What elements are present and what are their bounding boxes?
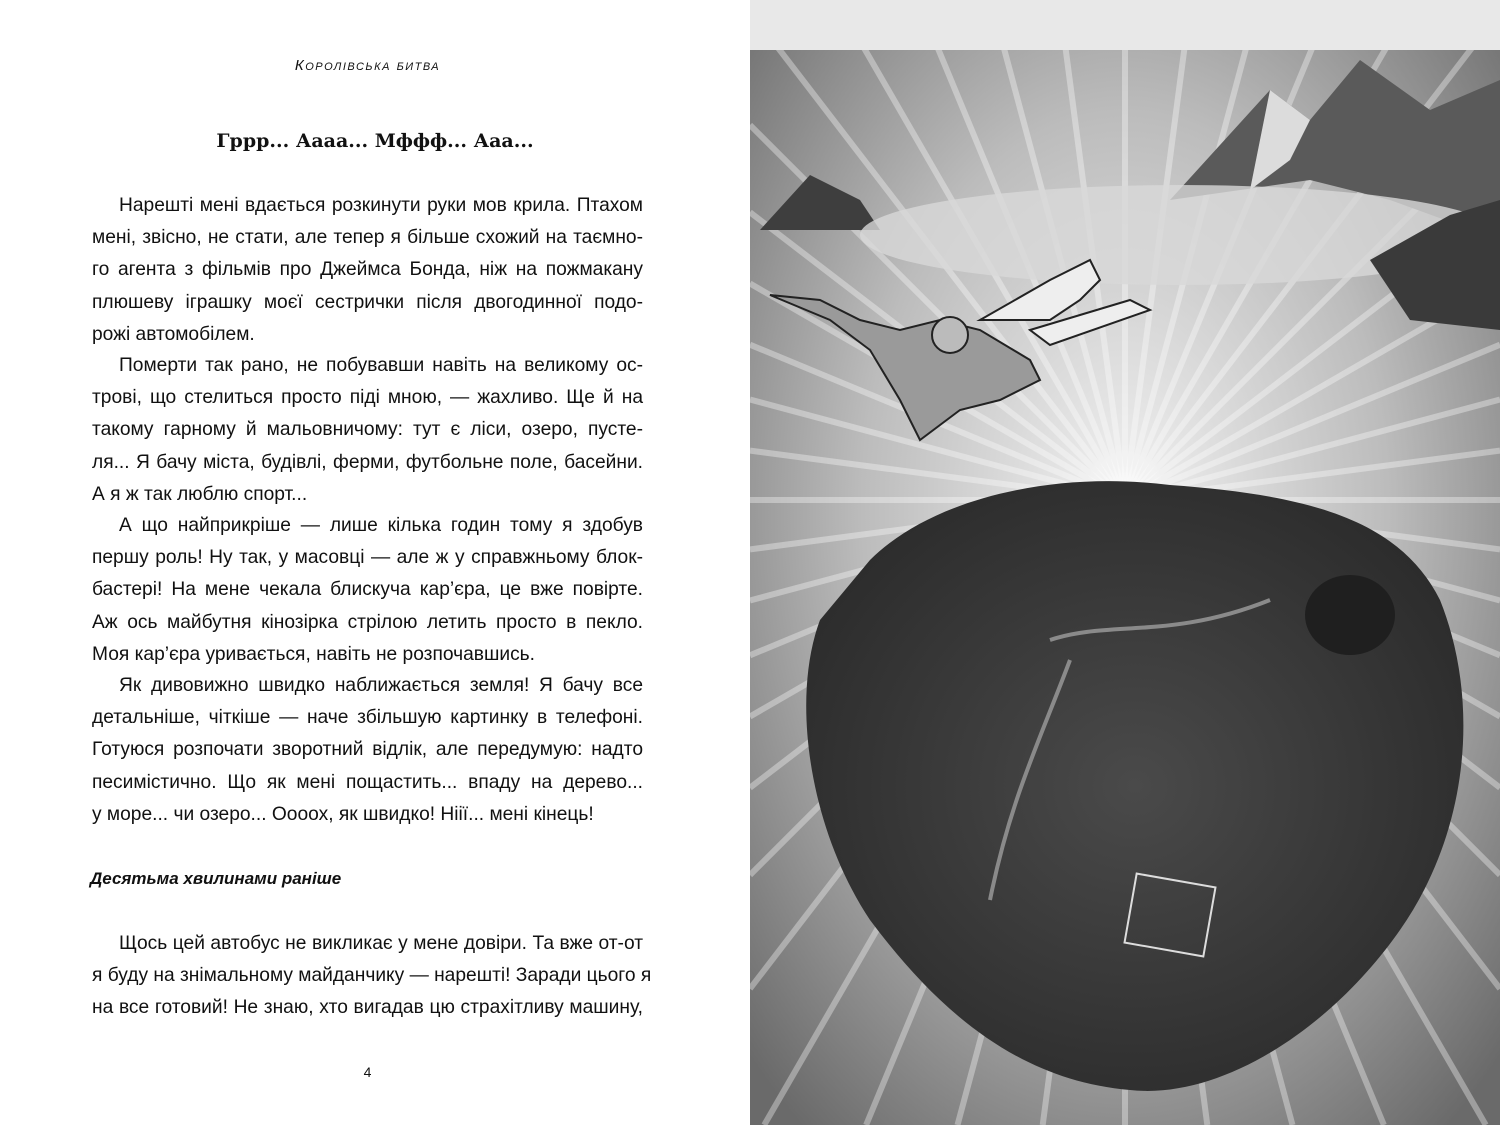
section-subheading: Десятьма хвилинами раніше: [90, 869, 342, 888]
paragraph: [92, 928, 652, 1025]
text-line: у море... чи озеро... Оооох, як швидко! Ніії... мені кінець!: [92, 803, 594, 825]
text-line: мені, звісно, не стати, але тепер я більше схожий на таємно-: [92, 227, 643, 249]
page-number: 4: [363, 1064, 372, 1080]
text-line: такому гарному й мальовничому: тут є ліси, озеро, пусте-: [92, 419, 643, 441]
chapter-title: Гррр... Аааа... Мффф... Ааа...: [216, 130, 534, 152]
text-line: го агента з фільмів про Джеймса Бонда, ніж на пожмакану: [92, 259, 643, 281]
paragraph: [92, 670, 643, 831]
forest: [1305, 575, 1395, 655]
text-line: Нарешті мені вдається розкинути руки мов крила. Птахом: [119, 195, 643, 216]
text-line: плюшеву іграшку моєї сестрички після двогодинної подо-: [92, 291, 643, 313]
text-line: трові, що стелиться просто піді мною, — жахливо. Ще й на: [92, 387, 643, 409]
paragraph: [92, 510, 643, 671]
text-line: А що найприкріше — лише кілька годин тому я здобув: [119, 515, 643, 536]
text-line: рожі автомобілем.: [92, 323, 255, 345]
text-line: на все готовий! Не знаю, хто вигадав цю страхітливу машину,: [92, 997, 643, 1019]
text-line: Померти так рано, не побувавши навіть на великому ос-: [119, 355, 643, 376]
text-line: Готуюся розпочати зворотний відлік, але передумую: надто: [92, 739, 643, 761]
text-line: ля... Я бачу міста, будівлі, ферми, футбольне поле, басейни.: [92, 451, 643, 473]
text-line: детальніше, чіткіше — наче збільшую картинку в телефоні.: [92, 707, 643, 729]
text-line: бастері! На мене чекала блискуча кар’єра, це вже повірте.: [92, 579, 643, 601]
illustration: [750, 0, 1500, 1125]
text-line: я буду на знімальному майданчику — нарешті! Заради цього я: [92, 965, 652, 987]
text-line: Моя кар’єра уривається, навіть не розпочавшись.: [92, 643, 536, 665]
paragraph: [92, 350, 643, 511]
text-line: Як дивовижно швидко наближається земля! Я бачу все: [119, 675, 643, 696]
text-line: першу роль! Ну так, у масовці — але ж у справжньому блок-: [92, 547, 643, 569]
text-line: А я ж так люблю спорт...: [92, 483, 308, 505]
paragraph: [92, 190, 643, 351]
text-line: Щось цей автобус не викликає у мене довіри. Та вже от-от: [119, 933, 643, 954]
text-line: песимістично. Що як мені пощастить... впаду на дерево...: [92, 771, 643, 793]
running-head: Королівська битва: [294, 57, 441, 74]
clouds: [750, 0, 1500, 50]
text-line: Аж ось майбутня кінозірка стрілою летить просто в пекло.: [92, 611, 643, 633]
